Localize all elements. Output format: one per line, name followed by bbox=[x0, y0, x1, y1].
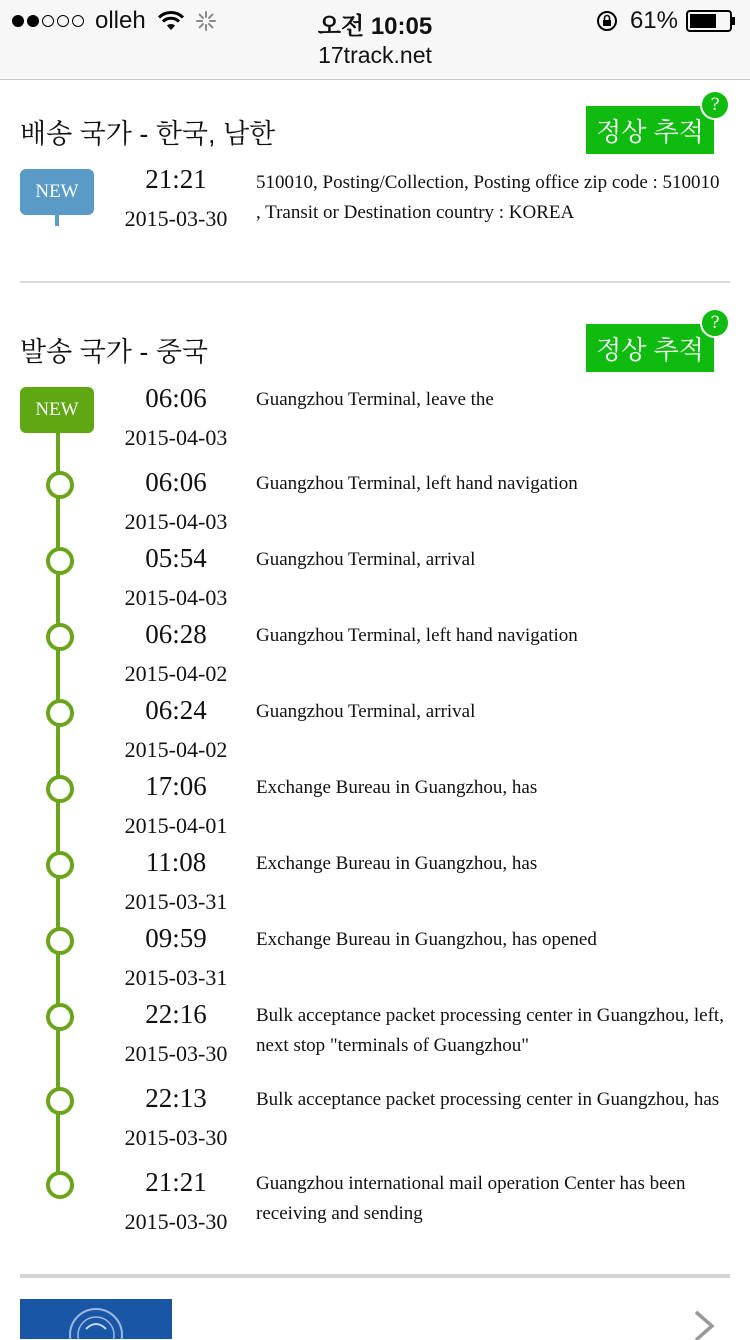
origin-event-time: 06:06 bbox=[145, 383, 207, 413]
destination-section-header bbox=[20, 95, 730, 164]
origin-event-date: 2015-04-03 bbox=[124, 425, 228, 450]
origin-event-desc: Guangzhou Terminal, left hand navigation bbox=[256, 625, 578, 646]
origin-event-date: 2015-03-30 bbox=[124, 1041, 228, 1066]
origin-event-time: 22:16 bbox=[145, 999, 207, 1029]
status-bar bbox=[0, 0, 750, 80]
rotation-lock-icon bbox=[596, 10, 618, 32]
timeline-node bbox=[46, 775, 74, 803]
destination-event-desc: 510010, Posting/Collection, Posting office zip code : 510010 , Transit or Destination country : KOREA bbox=[256, 172, 720, 223]
origin-event-desc: Guangzhou Terminal, arrival bbox=[256, 701, 476, 722]
origin-event-date: 2015-03-30 bbox=[124, 1125, 228, 1150]
origin-event-desc: Guangzhou Terminal, left hand navigation bbox=[256, 473, 578, 494]
timeline-node bbox=[46, 1171, 74, 1199]
destination-help-icon[interactable]: ? bbox=[700, 90, 730, 120]
timeline-node bbox=[46, 623, 74, 651]
origin-event-date: 2015-03-31 bbox=[124, 889, 228, 914]
clock: 오전 10:05 bbox=[317, 13, 433, 40]
timeline-node bbox=[46, 471, 74, 499]
origin-event-date: 2015-03-31 bbox=[124, 965, 228, 990]
origin-event-desc: Exchange Bureau in Guangzhou, has bbox=[256, 853, 538, 874]
origin-event-time: 11:08 bbox=[145, 847, 207, 877]
timeline-node bbox=[46, 927, 74, 955]
destination-track-button[interactable]: 정상 추적 bbox=[586, 106, 714, 154]
origin-event-date: 2015-04-02 bbox=[124, 737, 228, 762]
origin-section-header bbox=[20, 313, 730, 382]
origin-event-time: 05:54 bbox=[145, 543, 207, 573]
origin-event-desc: Exchange Bureau in Guangzhou, has opened bbox=[256, 929, 597, 950]
timeline-node bbox=[46, 547, 74, 575]
timeline-node bbox=[46, 851, 74, 879]
destination-title: 배송 국가 - 한국, 남한 bbox=[20, 119, 276, 149]
chevron-right-icon[interactable] bbox=[692, 1310, 718, 1340]
address-bar-url[interactable]: 17track.net bbox=[318, 42, 432, 68]
timeline-node bbox=[46, 699, 74, 727]
origin-event-date: 2015-04-01 bbox=[124, 813, 228, 838]
origin-title: 발송 국가 - 중국 bbox=[20, 337, 208, 367]
origin-event-desc: Bulk acceptance packet processing center in Guangzhou, has bbox=[256, 1089, 720, 1110]
origin-event-desc: Bulk acceptance packet processing center in Guangzhou, left, next stop "terminals of Guangzhou" bbox=[256, 1005, 724, 1056]
section-divider bbox=[20, 281, 730, 283]
origin-new-tag: NEW bbox=[20, 387, 94, 433]
origin-help-icon[interactable]: ? bbox=[700, 308, 730, 338]
origin-event-time: 21:21 bbox=[145, 1167, 207, 1197]
origin-event-date: 2015-04-02 bbox=[124, 661, 228, 686]
upu-logo[interactable] bbox=[20, 1299, 172, 1339]
origin-event-time: 06:28 bbox=[145, 619, 207, 649]
destination-tag-tick bbox=[55, 214, 59, 226]
origin-event-desc: Guangzhou Terminal, arrival bbox=[256, 549, 476, 570]
origin-event-time: 22:13 bbox=[145, 1083, 207, 1113]
origin-event-date: 2015-04-03 bbox=[124, 585, 228, 610]
origin-event-time: 06:24 bbox=[145, 695, 207, 725]
origin-event-date: 2015-04-03 bbox=[124, 509, 228, 534]
destination-event-time: 21:21 bbox=[145, 164, 207, 194]
origin-event-desc: Exchange Bureau in Guangzhou, has bbox=[256, 777, 538, 798]
origin-event-date: 2015-03-30 bbox=[124, 1209, 228, 1234]
origin-event-time: 06:06 bbox=[145, 467, 207, 497]
section-divider bbox=[20, 1274, 730, 1278]
battery-icon bbox=[686, 10, 736, 32]
origin-track-button[interactable]: 정상 추적 bbox=[586, 324, 714, 372]
status-bar-right bbox=[596, 8, 736, 34]
origin-event-time: 09:59 bbox=[145, 923, 207, 953]
origin-event-time: 17:06 bbox=[145, 771, 207, 801]
carrier-name: olleh bbox=[95, 7, 146, 34]
battery-percent: 61% bbox=[629, 7, 678, 34]
origin-event-desc: Guangzhou Terminal, leave the bbox=[256, 389, 494, 410]
destination-event-date: 2015-03-30 bbox=[124, 206, 228, 231]
origin-event-desc: Guangzhou international mail operation Center has been receiving and sending bbox=[256, 1173, 686, 1224]
timeline-line bbox=[56, 430, 60, 1198]
timeline-node bbox=[46, 1087, 74, 1115]
timeline-node bbox=[46, 1003, 74, 1031]
destination-new-tag: NEW bbox=[20, 169, 94, 215]
